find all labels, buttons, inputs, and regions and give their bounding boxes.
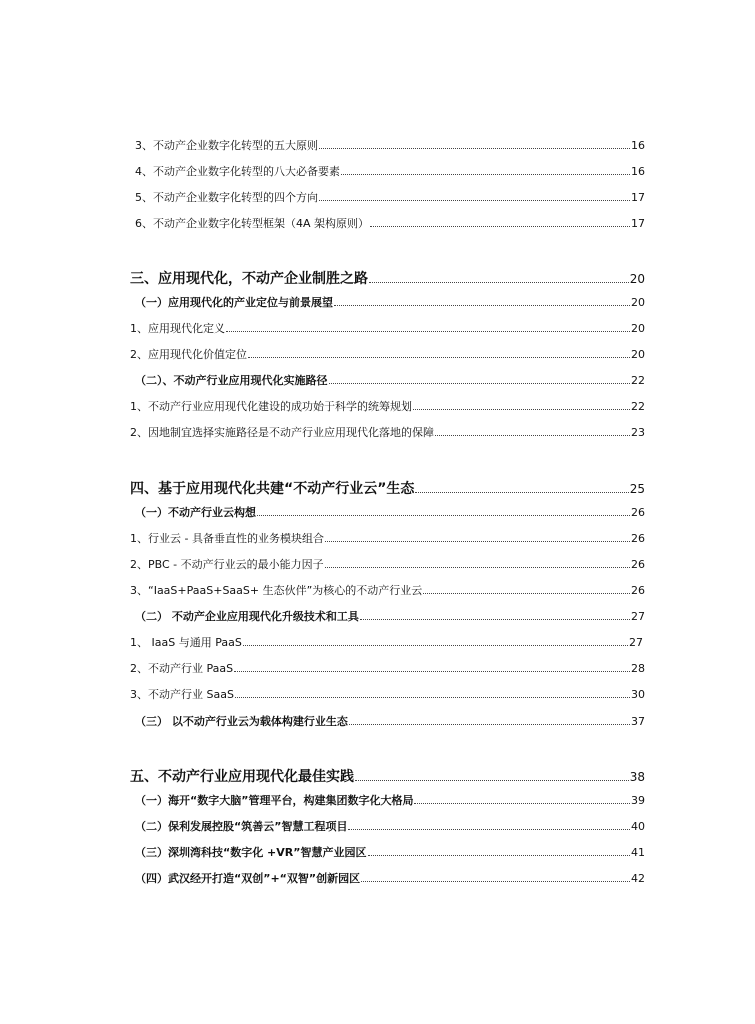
- toc-entry-title: （三） 以不动产行业云为载体构建行业生态: [135, 715, 348, 728]
- toc-entry-3-2[interactable]: [135, 163, 645, 179]
- toc-entry-title: 三、应用现代化，不动产企业制胜之路: [130, 271, 368, 287]
- dot-leader: [369, 282, 629, 283]
- toc-entry-page: 38: [629, 770, 645, 784]
- toc-entry-page: 26: [631, 532, 645, 545]
- toc-section-3-1[interactable]: [135, 294, 645, 310]
- toc-entry-page: 25: [629, 482, 645, 496]
- toc-entry-4-2-1[interactable]: [130, 634, 643, 650]
- toc-entry-page: 42: [631, 872, 645, 885]
- toc-entry-title: 2、应用现代化价值定位: [130, 348, 247, 361]
- toc-entry-page: 20: [629, 272, 645, 286]
- toc-entry-3-1[interactable]: [135, 137, 645, 153]
- toc-entry-title: 1、 IaaS 与通用 PaaS: [130, 636, 242, 649]
- toc-entry-page: 22: [631, 400, 645, 413]
- dot-leader: [243, 645, 628, 646]
- toc-section-5-1[interactable]: [135, 792, 645, 808]
- toc-entry-page: 26: [631, 506, 645, 519]
- dot-leader: [415, 492, 628, 493]
- toc-entry-page: 41: [631, 846, 645, 859]
- toc-entry-3-3[interactable]: [135, 189, 645, 205]
- dot-leader: [435, 435, 630, 436]
- toc-entry-page: 26: [631, 558, 645, 571]
- toc-entry-title: 1、不动产行业应用现代化建设的成功始于科学的统筹规划: [130, 400, 412, 413]
- dot-leader: [348, 829, 630, 830]
- toc-entry-4-2-2[interactable]: [130, 660, 645, 676]
- toc-entry-4-1-2[interactable]: [130, 556, 645, 572]
- toc-entry-title: 2、因地制宜选择实施路径是不动产行业应用现代化落地的保障: [130, 426, 434, 439]
- dot-leader: [319, 148, 630, 149]
- dot-leader: [370, 226, 630, 227]
- toc-entry-title: （一）应用现代化的产业定位与前景展望: [135, 296, 333, 309]
- toc-entry-page: 39: [631, 794, 645, 807]
- dot-leader: [325, 541, 630, 542]
- toc-section-4-3[interactable]: [135, 713, 645, 729]
- toc-entry-title: 2、不动产行业 PaaS: [130, 662, 234, 675]
- toc-entry-page: 37: [631, 715, 645, 728]
- toc-entry-page: 16: [631, 165, 645, 178]
- toc-entry-title: （一）不动产行业云构想: [135, 506, 256, 519]
- dot-leader: [341, 174, 630, 175]
- toc-entry-4-2-3[interactable]: [130, 686, 645, 702]
- toc-entry-page: 16: [631, 139, 645, 152]
- toc-entry-page: 28: [631, 662, 645, 675]
- toc-section-5-4[interactable]: [135, 870, 645, 886]
- toc-chapter-5[interactable]: [130, 766, 645, 786]
- toc-chapter-4[interactable]: [130, 478, 645, 498]
- toc-entry-page: 20: [631, 348, 645, 361]
- dot-leader: [361, 881, 630, 882]
- toc-section-3-2[interactable]: [135, 372, 645, 388]
- toc-entry-title: 1、应用现代化定义: [130, 322, 225, 335]
- dot-leader: [355, 780, 629, 781]
- dot-leader: [360, 619, 630, 620]
- toc-entry-page: 17: [631, 191, 645, 204]
- toc-entry-page: 40: [631, 820, 645, 833]
- toc-entry-page: 20: [631, 296, 645, 309]
- toc-entry-page: 22: [631, 374, 645, 387]
- toc-entry-page: 27: [631, 610, 645, 623]
- toc-chapter-3[interactable]: [130, 268, 645, 288]
- toc-entry-3-1-2[interactable]: [130, 346, 645, 362]
- dot-leader: [349, 724, 630, 725]
- dot-leader: [334, 305, 630, 306]
- dot-leader: [368, 855, 631, 856]
- toc-entry-title: 四、基于应用现代化共建“不动产行业云”生态: [130, 481, 415, 497]
- toc-entry-title: 1、行业云 - 具备垂直性的业务模块组合: [130, 532, 324, 545]
- toc-entry-page: 23: [631, 426, 645, 439]
- toc-entry-3-2-1[interactable]: [130, 398, 645, 414]
- toc-entry-title: 6、不动产企业数字化转型框架（4A 架构原则）: [135, 217, 370, 230]
- toc-section-5-3[interactable]: [135, 844, 645, 860]
- toc-entry-page: 20: [631, 322, 645, 335]
- dot-leader: [226, 331, 630, 332]
- toc-entry-title: （三）深圳湾科技“数字化 +VR”智慧产业园区: [135, 846, 367, 859]
- dot-leader: [423, 593, 630, 594]
- toc-entry-title: （二）、不动产行业应用现代化实施路径: [135, 374, 328, 387]
- toc-entry-4-1-3[interactable]: [130, 582, 645, 598]
- dot-leader: [248, 357, 630, 358]
- toc-entry-3-1-1[interactable]: [130, 320, 645, 336]
- dot-leader: [319, 200, 630, 201]
- toc-entry-page: 17: [631, 217, 645, 230]
- toc-entry-3-4[interactable]: [135, 215, 645, 231]
- toc-entry-title: （二） 不动产企业应用现代化升级技术和工具: [135, 610, 359, 623]
- dot-leader: [329, 383, 631, 384]
- toc-entry-title: 3、不动产企业数字化转型的五大原则: [135, 139, 318, 152]
- toc-entry-title: 3、不动产行业 SaaS: [130, 688, 234, 701]
- toc-entry-title: 3、“IaaS+PaaS+SaaS+ 生态伙伴”为核心的不动产行业云: [130, 584, 423, 597]
- dot-leader: [235, 697, 630, 698]
- toc-entry-title: （一）海开“数字大脑”管理平台，构建集团数字化大格局: [135, 794, 414, 807]
- toc-section-4-2[interactable]: [135, 608, 645, 624]
- toc-entry-page: 26: [631, 584, 645, 597]
- toc-entry-4-1-1[interactable]: [130, 530, 645, 546]
- toc-entry-title: （二）保利发展控股“筑善云”智慧工程项目: [135, 820, 348, 833]
- toc-section-5-2[interactable]: [135, 818, 645, 834]
- dot-leader: [413, 409, 630, 410]
- toc-entry-title: （四）武汉经开打造“双创”+“双智”创新园区: [135, 872, 361, 885]
- dot-leader: [325, 567, 630, 568]
- toc-entry-title: 2、PBC - 不动产行业云的最小能力因子: [130, 558, 324, 571]
- toc-entry-title: 4、不动产企业数字化转型的八大必备要素: [135, 165, 340, 178]
- toc-entry-title: 5、不动产企业数字化转型的四个方向: [135, 191, 318, 204]
- toc-entry-title: 五、不动产行业应用现代化最佳实践: [130, 769, 354, 785]
- toc-entry-page: 27: [629, 636, 643, 649]
- dot-leader: [414, 803, 630, 804]
- toc-entry-page: 30: [631, 688, 645, 701]
- toc-entry-3-2-2[interactable]: [130, 424, 645, 440]
- dot-leader: [257, 515, 630, 516]
- toc-section-4-1[interactable]: [135, 504, 645, 520]
- dot-leader: [234, 671, 630, 672]
